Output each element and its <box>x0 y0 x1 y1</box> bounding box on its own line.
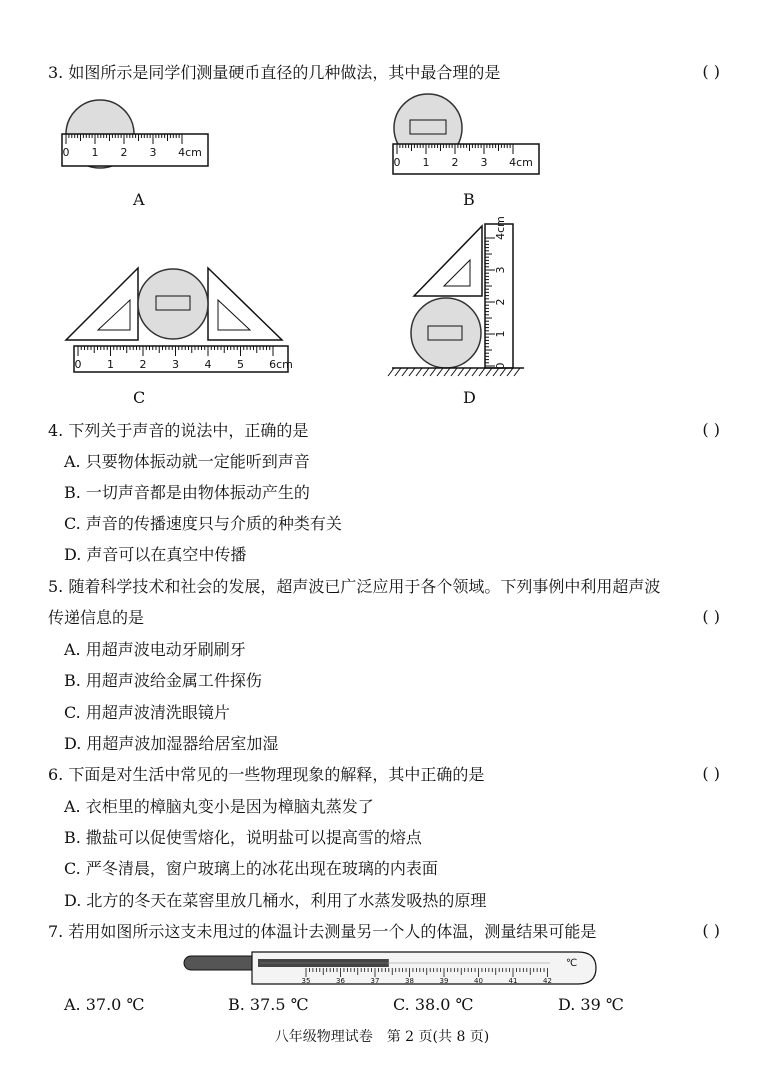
question-4-option-a[interactable]: A. 只要物体振动就一定能听到声音 <box>64 452 310 471</box>
question-4-answer-bracket[interactable]: ( ) <box>702 420 720 439</box>
ground-hatch-line <box>458 368 464 376</box>
ruler-label: 0 <box>62 146 70 159</box>
question-7-answer-bracket[interactable]: ( ) <box>702 921 720 940</box>
ground-hatch-line <box>409 368 415 376</box>
question-7-option-c[interactable]: C. 38.0 ℃ <box>393 995 474 1014</box>
ruler-label: 0 <box>74 358 82 371</box>
question-7-stem: 7. 若用如图所示这支未甩过的体温计去测量另一个人的体温，测量结果可能是 <box>48 922 597 941</box>
clinical-thermometer <box>182 950 602 986</box>
question-4-option-d[interactable]: D. 声音可以在真空中传播 <box>64 545 247 564</box>
thermometer-label: 42 <box>543 977 552 985</box>
figure-a-ruler-coin <box>50 96 210 176</box>
thermometer-label: 38 <box>405 977 414 985</box>
thermometer-label: 35 <box>301 977 311 985</box>
thermometer-unit: ℃ <box>566 958 578 969</box>
ground-hatch-line <box>402 368 408 376</box>
ground-hatch-line <box>430 368 436 376</box>
question-3-stem: 3. 如图所示是同学们测量硬币直径的几种做法，其中最合理的是 <box>48 63 501 82</box>
ground-hatch-line <box>472 368 478 376</box>
ground-hatch-line <box>388 368 394 376</box>
question-6-option-d[interactable]: D. 北方的冬天在菜窖里放几桶水，利用了水蒸发吸热的原理 <box>64 891 487 910</box>
question-5-stem-continued: 传递信息的是 <box>48 608 145 627</box>
thermometer-label: 37 <box>370 977 380 985</box>
ruler-label: 4 <box>204 358 212 371</box>
question-4-stem: 4. 下列关于声音的说法中，正确的是 <box>48 421 309 440</box>
question-5-option-d[interactable]: D. 用超声波加湿器给居室加湿 <box>64 734 279 753</box>
question-5-stem: 5. 随着科学技术和社会的发展，超声波已广泛应用于各个领域。下列事例中利用超声波 <box>48 577 661 596</box>
ruler-label: 0 <box>494 362 507 370</box>
ruler-label: 4cm <box>494 216 507 240</box>
ground-hatch-line <box>479 368 485 376</box>
thermometer-label: 39 <box>439 977 449 985</box>
ruler-label: 2 <box>451 156 459 169</box>
thermometer-label: 36 <box>336 977 345 985</box>
question-3-answer-bracket[interactable]: ( ) <box>702 62 720 81</box>
ruler-label: 1 <box>91 146 99 159</box>
ground-hatch-line <box>486 368 492 376</box>
question-6-answer-bracket[interactable]: ( ) <box>702 764 720 783</box>
question-6-option-a[interactable]: A. 衣柜里的樟脑丸变小是因为樟脑丸蒸发了 <box>64 797 374 816</box>
question-5-option-c[interactable]: C. 用超声波清洗眼镜片 <box>64 703 230 722</box>
figure-label-b: B <box>463 190 475 209</box>
ground-hatch-line <box>423 368 429 376</box>
ruler-label: 1 <box>494 330 507 338</box>
ruler-label: 1 <box>107 358 114 371</box>
ruler-label: 2 <box>494 298 507 306</box>
question-6-option-c[interactable]: C. 严冬清晨，窗户玻璃上的冰花出现在玻璃的内表面 <box>64 859 438 878</box>
figure-c-triangles-coin <box>60 266 300 376</box>
ground-hatch-line <box>451 368 457 376</box>
ruler-label: 5 <box>237 358 244 371</box>
ruler-label: 4cm <box>178 146 202 159</box>
ruler-label: 3 <box>149 146 157 159</box>
question-7-option-d[interactable]: D. 39 ℃ <box>558 995 624 1014</box>
ruler-label: 4cm <box>509 156 533 169</box>
ground-hatch-line <box>444 368 450 376</box>
ground-hatch-line <box>514 368 520 376</box>
thermometer-label: 40 <box>474 977 483 985</box>
ground-hatch-line <box>465 368 471 376</box>
figure-b-ruler-coin <box>390 90 550 180</box>
figure-label-a: A <box>133 190 145 209</box>
ruler-label: 3 <box>480 156 488 169</box>
question-6-stem: 6. 下面是对生活中常见的一些物理现象的解释，其中正确的是 <box>48 765 485 784</box>
ruler-label: 3 <box>172 358 179 371</box>
question-5-option-b[interactable]: B. 用超声波给金属工件探伤 <box>64 671 262 690</box>
ruler-label: 3 <box>494 266 507 274</box>
ground-hatch-line <box>416 368 422 376</box>
question-7-option-b[interactable]: B. 37.5 ℃ <box>228 995 309 1014</box>
question-5-option-a[interactable]: A. 用超声波电动牙刷刷牙 <box>64 640 246 659</box>
ground-hatch-line <box>507 368 513 376</box>
ruler-label: 2 <box>120 146 128 159</box>
ground-hatch-line <box>437 368 443 376</box>
ruler-label: 0 <box>393 156 401 169</box>
ruler-label: 1 <box>422 156 430 169</box>
ruler-label: 2 <box>139 358 147 371</box>
question-4-option-b[interactable]: B. 一切声音都是由物体振动产生的 <box>64 483 310 502</box>
question-4-option-c[interactable]: C. 声音的传播速度只与介质的种类有关 <box>64 514 342 533</box>
figure-d-vertical-ruler-coin <box>390 216 530 380</box>
figure-label-d: D <box>463 388 476 407</box>
ground-hatch-line <box>395 368 401 376</box>
thermometer-label: 41 <box>508 977 518 985</box>
ruler-label: 6cm <box>269 358 293 371</box>
figure-label-c: C <box>133 388 146 407</box>
question-6-option-b[interactable]: B. 撒盐可以促使雪熔化，说明盐可以提高雪的熔点 <box>64 828 422 847</box>
page-footer: 八年级物理试卷 第 2 页(共 8 页) <box>274 1029 490 1045</box>
question-7-option-a[interactable]: A. 37.0 ℃ <box>64 995 145 1014</box>
question-5-answer-bracket[interactable]: ( ) <box>702 607 720 626</box>
